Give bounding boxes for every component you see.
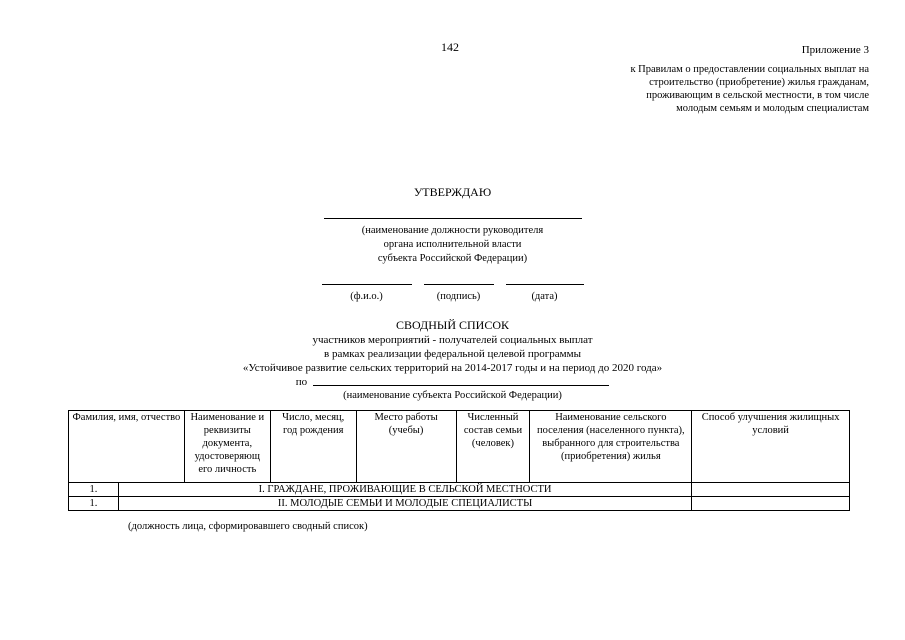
name-field — [322, 272, 412, 304]
appendix-line: молодым семьям и молодым специалистам — [676, 103, 869, 114]
position-caption: органа исполнительной власти — [383, 239, 522, 250]
section-title: I. ГРАЖДАНЕ, ПРОЖИВАЮЩИЕ В СЕЛЬСКОЙ МЕСТНОСТИ — [118, 483, 691, 497]
subject-line — [313, 385, 609, 386]
subject-caption: (наименование субъекта Российской Федерации) — [343, 390, 562, 401]
date-field — [506, 272, 584, 304]
footer-caption: (должность лица, сформировавшего сводный список) — [128, 521, 368, 532]
signature-field — [424, 272, 494, 304]
empty-cell — [692, 483, 850, 497]
position-caption: (наименование должности руководителя — [361, 225, 544, 236]
appendix-line: к Правилам о предоставлении социальных выплат на — [630, 64, 869, 75]
summary-list-line: «Устойчивое развитие сельских территорий на 2014-2017 годы и на период до 2020 года» — [242, 362, 663, 374]
name-caption: (ф.и.о.) — [350, 291, 383, 302]
table-row — [69, 483, 850, 497]
row-number: 1. — [69, 497, 119, 511]
signature-caption: (подпись) — [436, 291, 481, 302]
date-caption: (дата) — [531, 291, 558, 302]
page-number: 142 — [441, 40, 459, 54]
header-workplace: Место работы (учебы) — [356, 411, 456, 483]
approve-block — [0, 185, 905, 403]
summary-table — [68, 410, 850, 511]
by-label: по — [295, 376, 308, 388]
empty-cell — [692, 497, 850, 511]
appendix-title: Приложение 3 — [801, 44, 869, 56]
header-birth-date: Число, месяц, год рождения — [270, 411, 356, 483]
header-family-size: Численный состав семьи (человек) — [456, 411, 530, 483]
row-number: 1. — [69, 483, 119, 497]
section-title: II. МОЛОДЫЕ СЕМЬИ И МОЛОДЫЕ СПЕЦИАЛИСТЫ — [118, 497, 691, 511]
header-settlement: Наименование сельского поселения (населенного пункта), выбранного для строительства (приобретения) жилья — [530, 411, 692, 483]
table-header-row — [69, 411, 850, 483]
position-line — [324, 218, 582, 219]
appendix-line: проживающим в сельской местности, в том числе — [646, 90, 869, 101]
summary-list-title: СВОДНЫЙ СПИСОК — [395, 318, 510, 332]
appendix-block — [630, 44, 869, 115]
subject-row — [0, 375, 905, 389]
approve-title: УТВЕРЖДАЮ — [413, 185, 492, 199]
header-id-document: Наименование и реквизиты документа, удостоверяющ его личность — [184, 411, 270, 483]
signature-row — [0, 272, 905, 304]
summary-list-line: в рамках реализации федеральной целевой программы — [324, 348, 581, 360]
position-caption: субъекта Российской Федерации) — [377, 253, 528, 264]
header-full-name: Фамилия, имя, отчество — [69, 411, 185, 483]
table-row — [69, 497, 850, 511]
header-improvement-method: Способ улучшения жилищных условий — [692, 411, 850, 483]
appendix-line: строительство (приобретение) жилья гражданам, — [649, 77, 869, 88]
summary-list-line: участников мероприятий - получателей социальных выплат — [312, 334, 593, 346]
